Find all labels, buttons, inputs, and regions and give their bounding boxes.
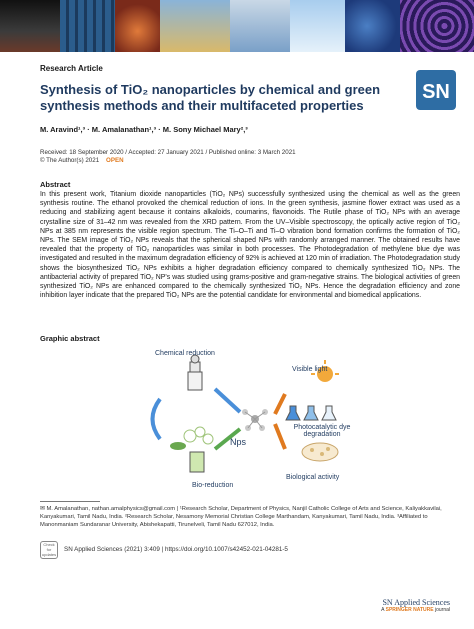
check-for-updates-badge[interactable]: Check for updates [41, 542, 57, 557]
photocatalytic-label: Photocatalytic dye degradation [293, 424, 351, 438]
author-list[interactable]: M. Aravind¹,³ · M. Amalanathan¹,³ · M. Sony Michael Mary²,³ [40, 125, 248, 134]
petri-dish-icon [302, 443, 338, 461]
author-footnote: ✉ M. Amalanathan, nathan.amalphysics@gmail.com | ¹Research Scholar, Department of Physics, Nanjil Catholic College of Arts and Science, Kaliyakkavilai, Kanyakumari, Tamil Nadu, India. ²Research Scholar, Nesamony Memorial Christian College Marthandam, Kanyakumari, Tamil Nadu, India. ³Affiliated to Manonmaniam Sundaranar University, Abishekapatti, Tirunelveli, Tamil Nadu 627012, India. [40, 506, 442, 528]
nps-label: Nps [230, 437, 247, 447]
beaker-icon [190, 452, 204, 472]
nanoparticle-icon [242, 409, 268, 431]
svg-text:SN: SN [422, 81, 450, 103]
journal-citation[interactable]: SN Applied Sciences (2021) 3:409 | https://doi.org/10.1007/s42452-021-04281-5 [64, 546, 288, 553]
bio-reduction-label: Bio-reduction [192, 482, 234, 489]
abstract-heading: Abstract [40, 180, 71, 189]
footnote-divider [40, 501, 100, 502]
publication-dates [40, 149, 296, 165]
header-banner-image [0, 0, 474, 52]
biological-activity-label: Biological activity [286, 474, 340, 481]
flower-icon [170, 427, 213, 450]
chemical-reduction-label: Chemical reduction [155, 350, 215, 357]
sn-logo-icon [414, 68, 458, 112]
dye-flask-icon [286, 406, 336, 420]
abstract-text: In this present work, Titanium dioxide nanoparticles (TiO₂ NPs) successfully synthesized using the chemical as well as the green synthesis routine. The ethanol provoked the chemical reduction of ions. In the green synthesis, jasmine flower extract was used as a reducing and stabilizing agent because it contains alkaloids, coumarins, flavonoids. The Rutile phase of TiO₂ NPs with an average crystalline size of 31–42 nm was revealed from the XRD pattern. From the UV–Visible spectroscopy, the optically active region of TiO₂ NPs at 385 nm represents the visible region spectrum. The Ti–O–Ti and Ti–O vibration bond formation confirms the formation of TiO₂ NPs. The SEM image of TiO₂ NPs reveals that the spherical shaped NPs with randomly arranged manner. The obtained results have revealed that the property of TiO₂ nanoparticles was similar in both processes. The Photodegradation of methylene blue dye was investigated and resulted in the maximum degradation efficiency of 92% is achieved at 120 min of irradiation. The Photodegradation study shows the biosynthesized TiO₂ NPs exhibits a higher degradation efficiency compared to chemically synthesized TiO₂ NPs. The antibacterial activity of prepared TiO₂ NP's was studied using grams-positive and gram-negative strains. The biological activities of green synthesized TiO₂ NPs are enhanced compared to the chemically synthesized TiO₂ NPs. Hence the degradation efficiency and zone inhibition layer indicate that the prepared TiO₂ NPs are the potential candidate for environmental and biomedical applications. [40, 191, 460, 300]
graphic-abstract-heading: Graphic abstract [40, 334, 100, 343]
copyright: © The Author(s) 2021 [40, 157, 100, 164]
journal-name: SN Applied Sciences [382, 598, 450, 607]
article-title: Synthesis of TiO₂ nanoparticles by chemical and green synthesis methods and their multifaceted properties [40, 82, 381, 113]
open-access-badge: OPEN [106, 157, 124, 164]
chemical-flask-icon [188, 355, 202, 390]
publisher-line: A SPRINGER NATURE journal [381, 607, 450, 613]
graphic-abstract-figure [100, 344, 400, 494]
visible-light-label: Visible light [292, 366, 328, 373]
article-type: Research Article [40, 64, 103, 73]
received-line: Received: 18 September 2020 / Accepted: 27 January 2021 / Published online: 3 March 2021 [40, 149, 296, 156]
journal-branding [381, 598, 450, 613]
